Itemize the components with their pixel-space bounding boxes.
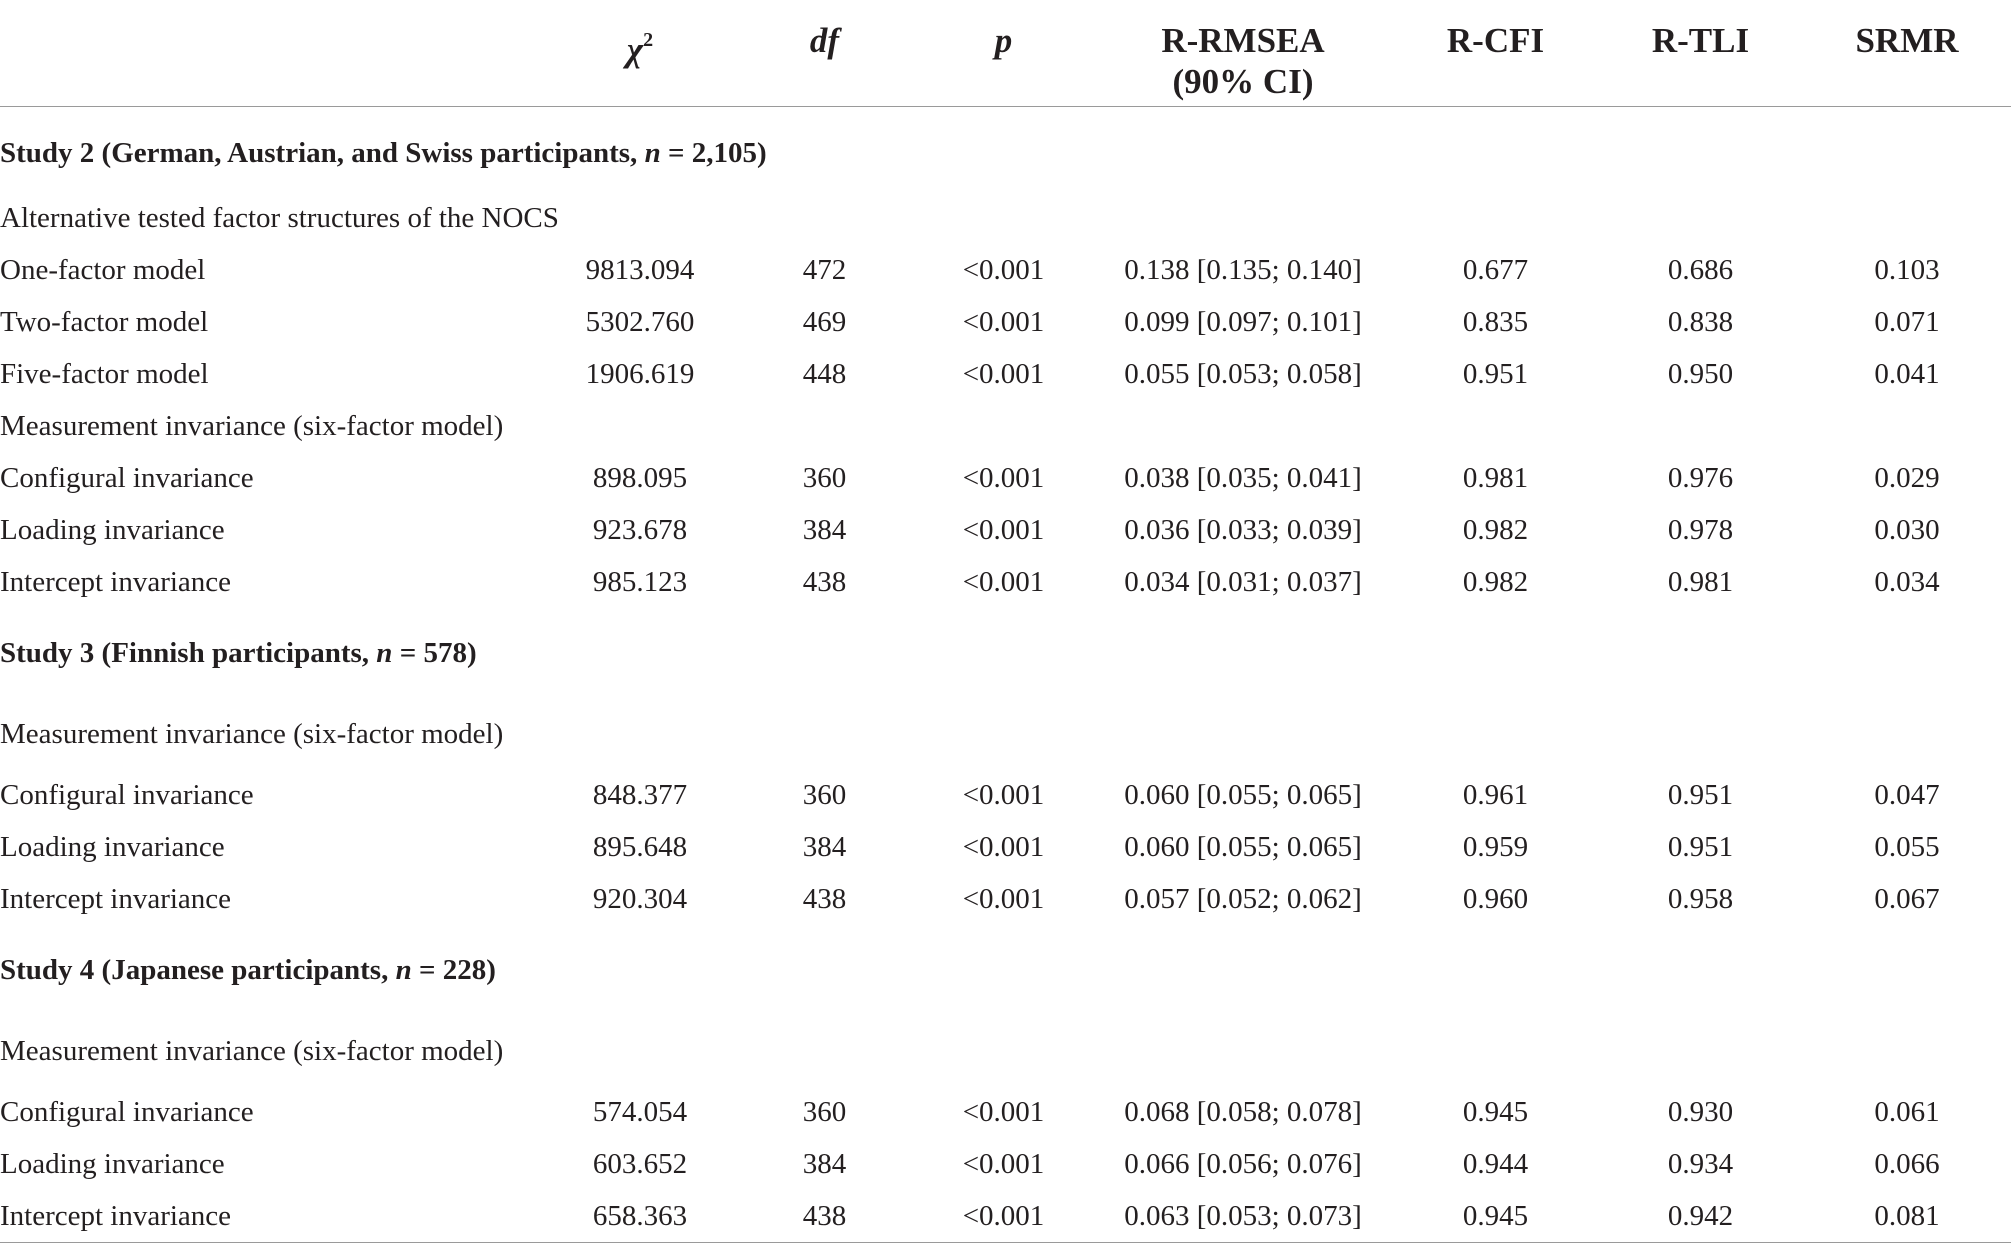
cfi-value: 0.960	[1462, 882, 1529, 915]
df-value: 438	[735, 1190, 914, 1243]
tli-value: 0.942	[1598, 1190, 1803, 1243]
section-title-n: = 578)	[392, 637, 477, 669]
model-name: Five-factor model	[0, 357, 209, 390]
n-label: n	[376, 637, 393, 669]
cfi-value: 0.677	[1462, 253, 1529, 286]
cfi-value: 0.961	[1462, 778, 1529, 811]
p-value: <0.001	[962, 830, 1045, 863]
srmr-value: 0.055	[1874, 830, 1940, 863]
chi-superscript: 2	[643, 29, 654, 51]
chi2-value: 985.123	[592, 565, 688, 598]
group-heading	[0, 400, 2011, 452]
tli-value: 0.981	[1667, 565, 1734, 598]
group-heading	[0, 691, 2011, 769]
tli-value: 0.951	[1667, 830, 1734, 863]
srmr-value: 0.103	[1874, 253, 1940, 286]
rmsea-value: 0.060 [0.055; 0.065]	[1124, 778, 1362, 811]
srmr-value: 0.030	[1874, 513, 1940, 546]
srmr-value: 0.061	[1874, 1095, 1940, 1128]
df-value: 360	[802, 778, 847, 811]
rmsea-value: 0.036 [0.033; 0.039]	[1124, 513, 1362, 546]
tli-value: 0.686	[1667, 253, 1734, 286]
srmr-value: 0.029	[1874, 461, 1940, 494]
section-heading-study-4	[0, 925, 2011, 1008]
header-rmsea: R-RMSEA (90% CI)	[1093, 0, 1393, 107]
model-name: Configural invariance	[0, 461, 254, 494]
table-row	[0, 821, 2011, 873]
rmsea-value: 0.066 [0.056; 0.076]	[1124, 1147, 1362, 1180]
tli-value: 0.976	[1667, 461, 1734, 494]
group-label: Measurement invariance (six-factor model)	[0, 717, 504, 750]
section-title-text: Study 2 (German, Austrian, and Swiss participants,	[0, 137, 645, 169]
model-name: Loading invariance	[0, 513, 225, 546]
model-name: Loading invariance	[0, 1147, 225, 1180]
chi2-value: 574.054	[592, 1095, 688, 1128]
section-heading-study-3	[0, 608, 2011, 691]
section-title	[0, 608, 2011, 691]
chi2-value: 1906.619	[585, 357, 695, 390]
p-value: <0.001	[962, 1147, 1045, 1180]
p-value: <0.001	[962, 1095, 1045, 1128]
srmr-value: 0.034	[1874, 565, 1940, 598]
chi2-value: 603.652	[592, 1147, 688, 1180]
header-cfi: R-CFI	[1393, 0, 1598, 107]
table-row	[0, 1190, 2011, 1243]
group-heading	[0, 192, 2011, 244]
table-row	[0, 348, 2011, 400]
srmr-value: 0.067	[1874, 882, 1940, 915]
model-name: Configural invariance	[0, 778, 254, 811]
cfi-value: 0.959	[1462, 830, 1529, 863]
chi-symbol: χ	[626, 30, 644, 69]
rmsea-value: 0.060 [0.055; 0.065]	[1124, 830, 1362, 863]
rmsea-value: 0.057 [0.052; 0.062]	[1124, 882, 1362, 915]
df-value: 448	[802, 357, 847, 390]
group-label: Measurement invariance (six-factor model)	[0, 409, 504, 442]
model-name: Configural invariance	[0, 1095, 254, 1128]
section-title-text: Study 4 (Japanese participants,	[0, 954, 396, 986]
table-row	[0, 556, 2011, 608]
tli-value: 0.951	[1667, 778, 1734, 811]
table-row	[0, 873, 2011, 925]
cfi-value: 0.982	[1462, 513, 1529, 546]
tli-value: 0.930	[1667, 1095, 1734, 1128]
section-title-text: Study 3 (Finnish participants,	[0, 637, 377, 669]
chi2-value: 895.648	[592, 830, 688, 863]
p-value: <0.001	[962, 565, 1045, 598]
df-value: 472	[802, 253, 847, 286]
cfi-value: 0.944	[1462, 1147, 1529, 1180]
df-value: 469	[802, 305, 847, 338]
df-value: 384	[802, 513, 847, 546]
table-header-row	[0, 0, 2011, 107]
table-row	[0, 296, 2011, 348]
model-name: Intercept invariance	[0, 1190, 545, 1243]
header-srmr: SRMR	[1803, 0, 2011, 107]
header-p: p	[914, 0, 1093, 107]
model-name: Two-factor model	[0, 305, 209, 338]
chi2-value: 658.363	[545, 1190, 735, 1243]
p-value: <0.001	[962, 357, 1045, 390]
df-value: 384	[802, 830, 847, 863]
p-value: <0.001	[962, 778, 1045, 811]
cfi-value: 0.951	[1462, 357, 1529, 390]
srmr-value: 0.041	[1874, 357, 1940, 390]
section-title	[0, 925, 2011, 1008]
table-row	[0, 1138, 2011, 1190]
srmr-value: 0.066	[1874, 1147, 1940, 1180]
table-row	[0, 452, 2011, 504]
group-label: Alternative tested factor structures of the NOCS	[0, 201, 559, 234]
model-name: One-factor model	[0, 253, 206, 286]
cfi-value: 0.982	[1462, 565, 1529, 598]
cfi-value: 0.981	[1462, 461, 1529, 494]
p-value: <0.001	[962, 305, 1045, 338]
p-value: <0.001	[962, 461, 1045, 494]
tli-value: 0.978	[1667, 513, 1734, 546]
section-heading-study-2	[0, 107, 2011, 193]
section-title-n: = 228)	[411, 954, 496, 986]
header-tli: R-TLI	[1598, 0, 1803, 107]
table-row	[0, 504, 2011, 556]
cfi-value: 0.945	[1393, 1190, 1598, 1243]
tli-value: 0.950	[1667, 357, 1734, 390]
rmsea-value: 0.138 [0.135; 0.140]	[1124, 253, 1362, 286]
group-label: Measurement invariance (six-factor model)	[0, 1034, 504, 1067]
df-value: 360	[802, 1095, 847, 1128]
model-name: Loading invariance	[0, 830, 225, 863]
p-value: <0.001	[962, 513, 1045, 546]
model-name: Intercept invariance	[0, 565, 232, 598]
rmsea-value: 0.063 [0.053; 0.073]	[1093, 1190, 1393, 1243]
rmsea-value: 0.099 [0.097; 0.101]	[1124, 305, 1362, 338]
srmr-value: 0.071	[1874, 305, 1940, 338]
section-title	[0, 107, 2011, 193]
tli-value: 0.934	[1667, 1147, 1734, 1180]
table-row	[0, 1086, 2011, 1138]
model-name: Intercept invariance	[0, 882, 232, 915]
df-value: 438	[802, 882, 847, 915]
rmsea-value: 0.038 [0.035; 0.041]	[1124, 461, 1362, 494]
section-title-n: = 2,105)	[660, 137, 767, 169]
rmsea-value: 0.055 [0.053; 0.058]	[1124, 357, 1362, 390]
table-row	[0, 769, 2011, 821]
chi2-value: 5302.760	[585, 305, 695, 338]
tli-value: 0.838	[1667, 305, 1734, 338]
cfi-value: 0.945	[1462, 1095, 1529, 1128]
header-chi-square	[545, 0, 735, 107]
p-value: <0.001	[962, 882, 1045, 915]
df-value: 360	[802, 461, 847, 494]
srmr-value: 0.047	[1874, 778, 1940, 811]
chi2-value: 848.377	[592, 778, 688, 811]
rmsea-value: 0.068 [0.058; 0.078]	[1124, 1095, 1362, 1128]
p-value: <0.001	[914, 1190, 1093, 1243]
chi2-value: 923.678	[592, 513, 688, 546]
chi2-value: 9813.094	[585, 253, 695, 286]
srmr-value: 0.081	[1803, 1190, 2011, 1243]
group-heading	[0, 1008, 2011, 1086]
df-value: 384	[802, 1147, 847, 1180]
rmsea-value: 0.034 [0.031; 0.037]	[1124, 565, 1362, 598]
p-value: <0.001	[962, 253, 1045, 286]
n-label: n	[644, 137, 661, 169]
df-value: 438	[802, 565, 847, 598]
table-row	[0, 244, 2011, 296]
header-df: df	[735, 0, 914, 107]
chi2-value: 920.304	[592, 882, 688, 915]
n-label: n	[395, 954, 412, 986]
chi2-value: 898.095	[592, 461, 688, 494]
cfi-value: 0.835	[1462, 305, 1529, 338]
header-model	[0, 0, 545, 107]
tli-value: 0.958	[1667, 882, 1734, 915]
